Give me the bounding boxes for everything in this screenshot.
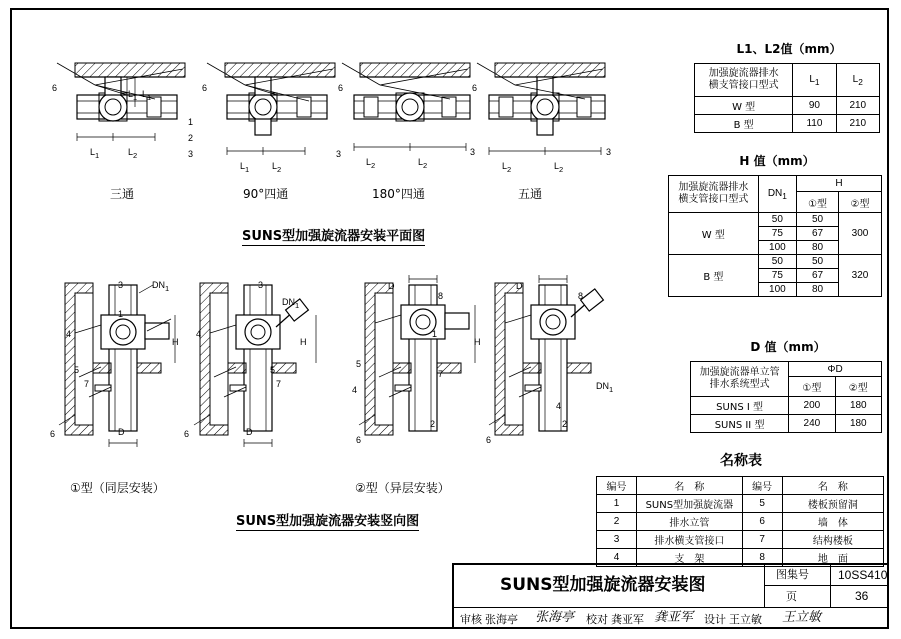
review-name: 张海亭 — [485, 613, 518, 626]
d-row0-type: SUNS I 型 — [691, 397, 789, 415]
dim-D-va: D — [118, 427, 125, 437]
nt-r0-c3: 楼板预留洞 — [782, 495, 883, 513]
h-table-header-dn: $DN_1$ — [758, 176, 796, 213]
h-table-header-h: H — [797, 176, 882, 192]
page-label: 页 — [786, 590, 797, 603]
l-row0-l2: 210 — [836, 97, 879, 115]
callout-6-va: 6 — [50, 429, 56, 439]
vertical-views-drawing — [35, 275, 695, 465]
title-block-hline — [764, 585, 889, 586]
design-name: 王立敏 — [729, 613, 762, 626]
l-table-title: L1、L2值（mm） — [736, 42, 842, 56]
nt-r2-c0: 3 — [597, 531, 637, 549]
dim-L2-v1b: $L_1$ — [142, 89, 152, 102]
h-g0-r1-dn: 75 — [758, 227, 796, 241]
callout-7-vb: 7 — [276, 379, 282, 389]
design-role: 设计 — [704, 613, 726, 626]
check-signature: 龚亚军 — [654, 610, 694, 625]
callout-3-v1: 3 — [188, 149, 194, 159]
callout-4-va: 4 — [66, 329, 72, 339]
callout-1-v1: 1 — [188, 117, 194, 127]
h-table-header-h1: ①型 — [797, 192, 839, 213]
dim-H-vb: H — [300, 337, 307, 347]
table-row — [695, 97, 880, 115]
callout-2-vc: 2 — [430, 419, 436, 429]
main-title: SUNS型加强旋流器安装图 — [500, 575, 706, 595]
h-g1-r2-dn: 100 — [758, 283, 796, 297]
l-row0-l1: 90 — [793, 97, 836, 115]
check-name: 龚亚军 — [611, 613, 644, 626]
l-value-table — [694, 63, 880, 133]
h-g0-r1-h1: 67 — [797, 227, 839, 241]
dim-L1-v2: $L_1$ — [240, 161, 250, 174]
table-row — [691, 415, 882, 433]
nt-r1-c0: 2 — [597, 513, 637, 531]
name-table — [596, 476, 884, 567]
table-row — [597, 531, 884, 549]
plan-caption: SUNS型加强旋流器安装平面图 — [242, 230, 425, 246]
plan-view-label-4: 五通 — [518, 187, 543, 201]
d-row0-d2: 180 — [835, 397, 881, 415]
h-table-header-main: 加强旋流器排水 横支管接口型式 — [669, 176, 759, 213]
h-g0-r0-dn: 50 — [758, 213, 796, 227]
callout-5-vc: 5 — [356, 359, 362, 369]
review-role: 审核 — [460, 613, 482, 626]
nt-r0-c0: 1 — [597, 495, 637, 513]
h-group0-type: W 型 — [669, 213, 759, 255]
callout-3-v2: 3 — [336, 149, 342, 159]
callout-7-va: 7 — [84, 379, 90, 389]
dim-L2-v2: $L_2$ — [272, 161, 282, 174]
callout-1-va: 1 — [118, 309, 124, 319]
h-group1-h2: 320 — [839, 255, 882, 297]
table-row — [691, 397, 882, 415]
callout-2-v1: 2 — [188, 133, 194, 143]
table-row — [597, 495, 884, 513]
vertical-caption: SUNS型加强旋流器安装竖向图 — [236, 515, 419, 531]
nt-r0-c1: SUNS型加强旋流器 — [636, 495, 742, 513]
h-g1-r1-dn: 75 — [758, 269, 796, 283]
callout-1-vc: 1 — [432, 329, 438, 339]
vertical-view-label-2: ②型（异层安装） — [355, 481, 450, 495]
h-group1-type: B 型 — [669, 255, 759, 297]
callout-dn1-vd: $DN_1$ — [596, 381, 614, 394]
callout-4-vb: 4 — [196, 329, 202, 339]
l-table-header-l1: $L_1$ — [793, 64, 836, 97]
vertical-view-label-1: ①型（同层安装） — [70, 481, 165, 495]
callout-6-v3: 6 — [338, 83, 344, 93]
l-row1-l1: 110 — [793, 115, 836, 133]
d-table-header-main: 加强旋流器单立管 排水系统型式 — [691, 362, 789, 397]
name-table-header-3: 名 称 — [782, 477, 883, 495]
table-row — [597, 513, 884, 531]
nt-r0-c2: 5 — [742, 495, 782, 513]
h-value-table-block — [668, 152, 886, 297]
nt-r2-c1: 排水横支管接口 — [636, 531, 742, 549]
h-g1-r2-h1: 80 — [797, 283, 839, 297]
table-row — [669, 255, 882, 269]
atlas-number: 10SS410 — [838, 568, 888, 582]
dim-L1-v1: $L_1$ — [90, 147, 100, 160]
h-value-table — [668, 175, 882, 297]
callout-3-va: 3 — [118, 280, 124, 290]
check-role: 校对 — [586, 613, 608, 626]
d-row1-type: SUNS II 型 — [691, 415, 789, 433]
l-row1-type: B 型 — [695, 115, 793, 133]
callout-4-vc: 4 — [352, 385, 358, 395]
l-row1-l2: 210 — [836, 115, 879, 133]
nt-r1-c2: 6 — [742, 513, 782, 531]
d-value-table — [690, 361, 882, 433]
callout-8-vc: 8 — [438, 291, 444, 301]
h-g0-r2-dn: 100 — [758, 241, 796, 255]
nt-r3-c2: 8 — [742, 549, 782, 567]
h-g1-r1-h1: 67 — [797, 269, 839, 283]
callout-6-v2: 6 — [202, 83, 208, 93]
page-number: 36 — [855, 589, 869, 603]
name-table-block — [596, 450, 886, 567]
callout-6-vb: 6 — [184, 429, 190, 439]
d-table-header-d2: ②型 — [835, 377, 881, 397]
d-row1-d1: 240 — [789, 415, 835, 433]
callout-dn1-va: $DN_1$ — [152, 280, 170, 293]
atlas-label: 图集号 — [776, 568, 809, 581]
callout-6-vd: 6 — [486, 435, 492, 445]
d-row1-d2: 180 — [835, 415, 881, 433]
callout-2-vd: 2 — [562, 419, 568, 429]
nt-r1-c3: 墙 体 — [782, 513, 883, 531]
callout-3-v3: 3 — [470, 147, 476, 157]
l-table-header-main: 加强旋流器排水 横支管接口型式 — [695, 64, 793, 97]
l-table-header-l2: $L_2$ — [836, 64, 879, 97]
h-g0-r0-h1: 50 — [797, 213, 839, 227]
l-value-table-block — [694, 40, 884, 133]
callout-5-va: 5 — [74, 365, 80, 375]
d-row0-d1: 200 — [789, 397, 835, 415]
l-row0-type: W 型 — [695, 97, 793, 115]
h-g1-r0-h1: 50 — [797, 255, 839, 269]
callout-7-vc: 7 — [438, 369, 444, 379]
h-table-header-h2: ②型 — [839, 192, 882, 213]
dim-D-vd: D — [516, 281, 523, 291]
d-table-title: D 值（mm） — [750, 340, 826, 354]
name-table-header-0: 编号 — [597, 477, 637, 495]
name-table-header-1: 名 称 — [636, 477, 742, 495]
title-block-divider — [452, 607, 889, 608]
dim-L2-v1: $L_2$ — [128, 147, 138, 160]
dim-D-vb: D — [246, 427, 253, 437]
callout-3-vb: 3 — [258, 280, 264, 290]
callout-6-v4: 6 — [472, 83, 478, 93]
dim-H-vc: H — [474, 337, 481, 347]
dim-L2b-v4: $L_2$ — [554, 161, 564, 174]
review-signature: 张海亭 — [535, 610, 575, 625]
nt-r1-c1: 排水立管 — [636, 513, 742, 531]
d-table-header-d1: ①型 — [789, 377, 835, 397]
dim-D-vc: D — [388, 281, 395, 291]
callout-5-vb: 5 — [270, 365, 276, 375]
callout-dn1-vb: $DN_1$ — [282, 297, 300, 310]
dim-L2b-v3: $L_2$ — [418, 157, 428, 170]
nt-r3-c3: 地 面 — [782, 549, 883, 567]
h-group0-h2: 300 — [839, 213, 882, 255]
plan-view-label-2: 90°四通 — [243, 187, 289, 201]
nt-r3-c0: 4 — [597, 549, 637, 567]
table-row — [695, 115, 880, 133]
nt-r3-c1: 支 架 — [636, 549, 742, 567]
dim-L2a-v3: $L_2$ — [366, 157, 376, 170]
dim-H-va: H — [172, 337, 179, 347]
d-table-header-d: ΦD — [789, 362, 882, 377]
callout-4-vd: 4 — [556, 401, 562, 411]
callout-8-vd: 8 — [578, 291, 584, 301]
callout-6-v1: 6 — [52, 83, 58, 93]
nt-r2-c3: 结构楼板 — [782, 531, 883, 549]
h-table-title: H 值（mm） — [739, 154, 815, 168]
h-g0-r2-h1: 80 — [797, 241, 839, 255]
nt-r2-c2: 7 — [742, 531, 782, 549]
dim-L1-v1b: $L_1$ — [128, 89, 138, 102]
plan-view-label-1: 三通 — [110, 187, 135, 201]
d-value-table-block — [690, 338, 886, 433]
h-g1-r0-dn: 50 — [758, 255, 796, 269]
dim-L2a-v4: $L_2$ — [502, 161, 512, 174]
table-row — [669, 213, 882, 227]
plan-view-label-3: 180°四通 — [372, 187, 425, 201]
design-signature: 王立敏 — [782, 610, 822, 625]
name-table-header-2: 编号 — [742, 477, 782, 495]
callout-3-v4: 3 — [606, 147, 612, 157]
name-table-title: 名称表 — [720, 453, 762, 469]
callout-6-vc: 6 — [356, 435, 362, 445]
